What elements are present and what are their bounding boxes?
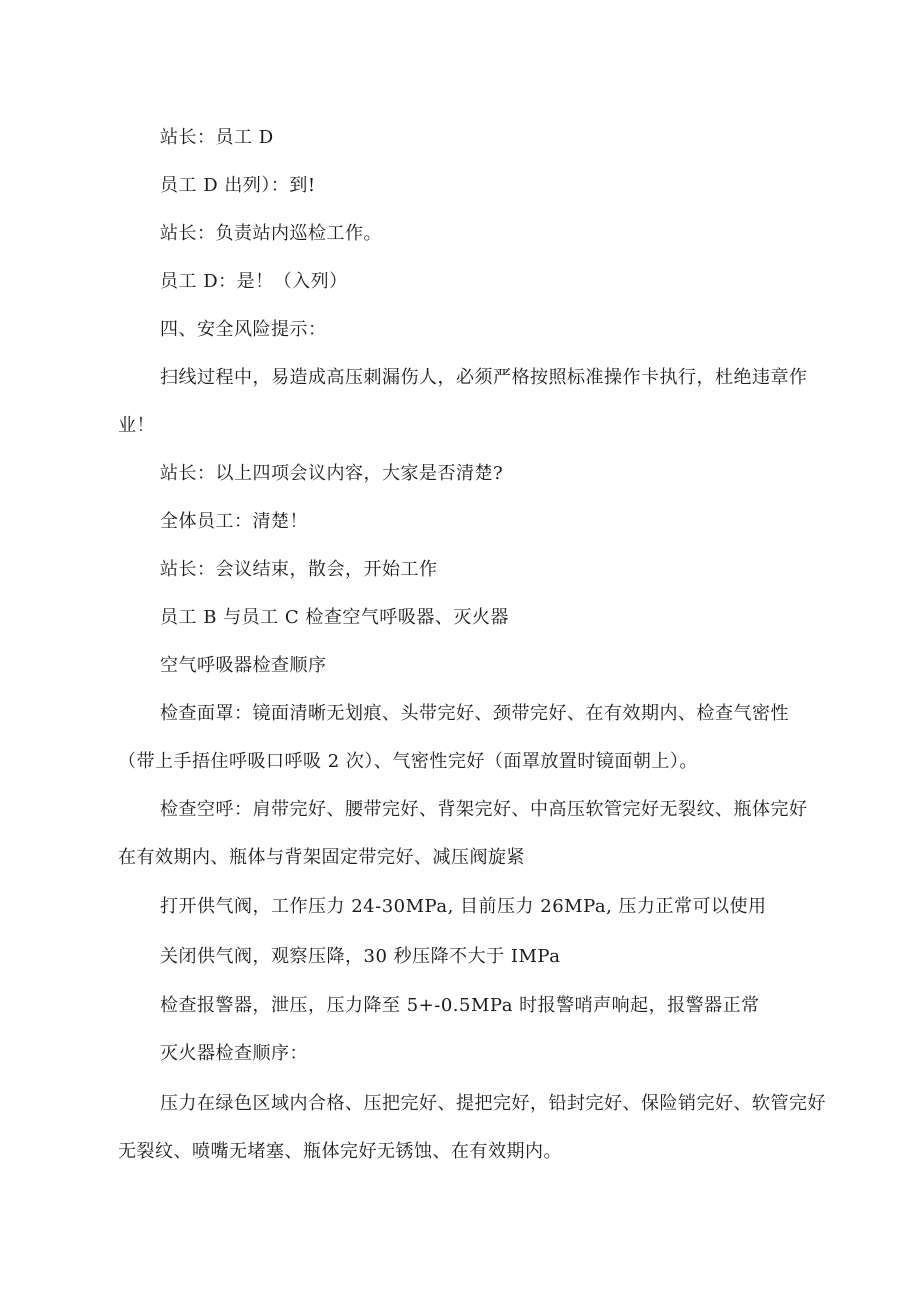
text-line-extinguisher-check: 压力在绿色区域内合格、压把完好、提把完好，铅封完好、保险销完好、软管完好	[160, 1093, 826, 1114]
text-line-apparatus-check-cont: 在有效期内、瓶体与背架固定带完好、减压阀旋紧	[118, 847, 525, 868]
text-line-risk-warning-cont: 业！	[118, 415, 155, 436]
text-line-all-staff-reply: 全体员工：清楚！	[160, 511, 308, 532]
text-line-station-master-calls-d: 站长：员工 D	[160, 127, 274, 148]
text-line-mask-check: 检查面罩：镜面清晰无划痕、头带完好、颈带完好、在有效期内、检查气密性	[160, 703, 789, 724]
text-line-b-c-inspection: 员工 B 与员工 C 检查空气呼吸器、灭火器	[160, 607, 509, 628]
text-line-close-valve: 关闭供气阀，观察压降，30 秒压降不大于 IMPa	[160, 946, 561, 967]
text-line-patrol-duty: 站长：负责站内巡检工作。	[160, 223, 382, 244]
heading-breathing-apparatus-order: 空气呼吸器检查顺序	[160, 655, 327, 676]
text-line-apparatus-check: 检查空呼：肩带完好、腰带完好、背架完好、中高压软管完好无裂纹、瓶体完好	[160, 799, 808, 820]
text-line-mask-check-cont: （带上手捂住呼吸口呼吸 2 次）、气密性完好（面罩放置时镜面朝上）。	[118, 751, 698, 772]
text-line-meeting-end: 站长：会议结束，散会，开始工作	[160, 559, 438, 580]
text-line-extinguisher-check-cont: 无裂纹、喷嘴无堵塞、瓶体完好无锈蚀、在有效期内。	[118, 1141, 562, 1162]
text-line-employee-d-steps-out: 员工 D 出列）：到!	[160, 175, 316, 196]
text-line-alarm-check: 检查报警器，泄压，压力降至 5+-0.5MPa 时报警哨声响起，报警器正常	[160, 995, 760, 1016]
text-line-employee-d-reply: 员工 D：是！（入列）	[160, 271, 348, 292]
text-line-meeting-question: 站长：以上四项会议内容，大家是否清楚?	[160, 463, 504, 484]
text-line-risk-warning: 扫线过程中，易造成高压刺漏伤人，必须严格按照标准操作卡执行，杜绝违章作	[160, 367, 808, 388]
heading-extinguisher-order: 灭火器检查顺序：	[160, 1043, 308, 1064]
text-line-open-valve: 打开供气阀，工作压力 24-30MPa, 目前压力 26MPa, 压力正常可以使用	[160, 896, 767, 917]
section-heading-safety-risk: 四、安全风险提示：	[160, 319, 327, 340]
